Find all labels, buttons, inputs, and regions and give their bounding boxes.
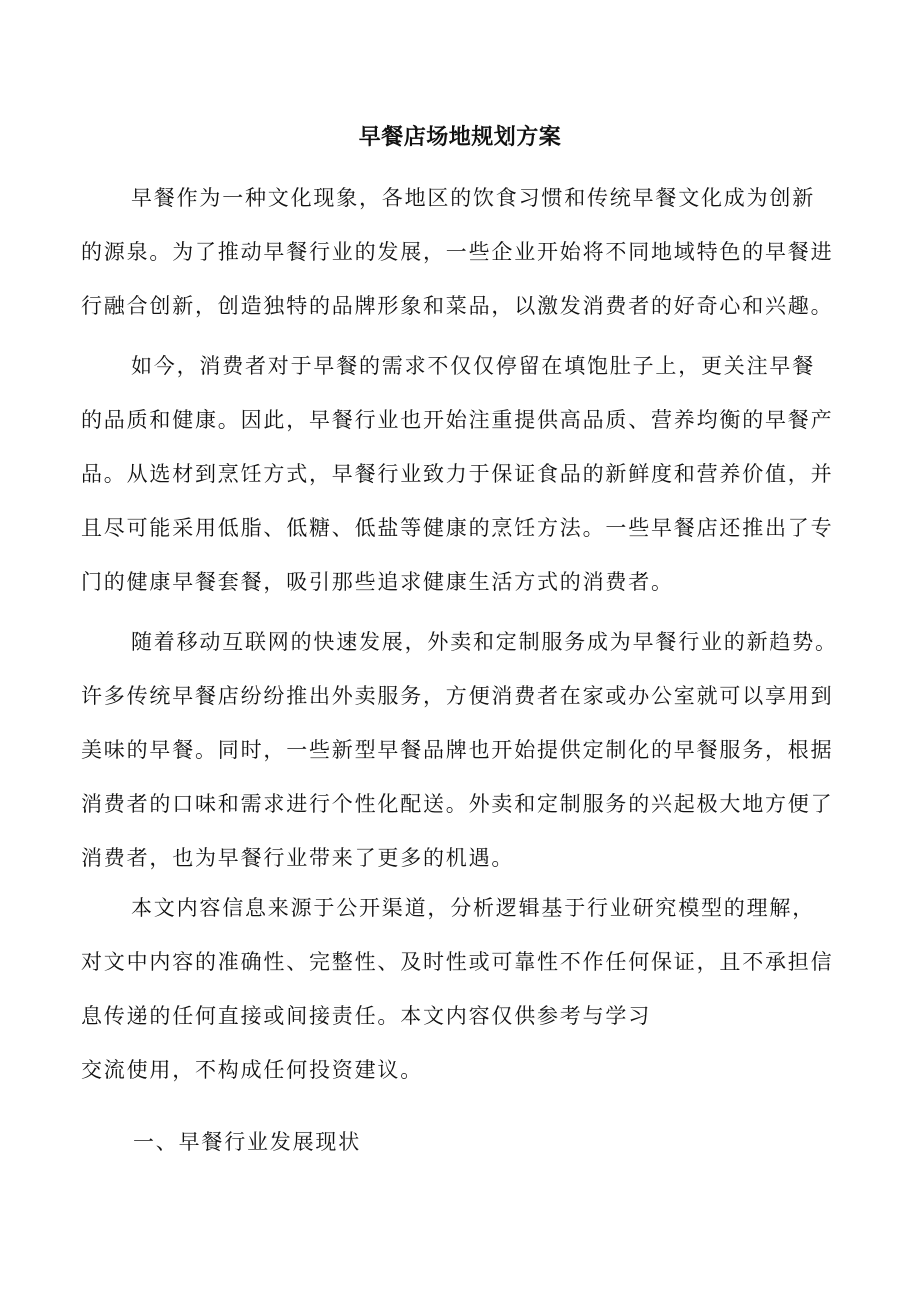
paragraph-line: 消费者的口味和需求进行个性化配送。外卖和定制服务的兴起极大地方便了 [81,792,834,816]
paragraph-line: 随着移动互联网的快速发展，外卖和定制服务成为早餐行业的新趋势。 [131,630,838,654]
paragraph-line: 的品质和健康。因此，早餐行业也开始注重提供高品质、营养均衡的早餐产 [81,408,834,432]
paragraph-line: 且尽可能采用低脂、低糖、低盐等健康的烹饪方法。一些早餐店还推出了专 [81,516,834,540]
paragraph-line: 息传递的任何直接或间接责任。本文内容仅供参考与学习 [81,1004,651,1028]
paragraph-line: 品。从选材到烹饪方式，早餐行业致力于保证食品的新鲜度和营养价值，并 [81,462,834,486]
paragraph-line: 对文中内容的准确性、完整性、及时性或可靠性不作任何保证，且不承担信 [81,950,834,974]
paragraph-line: 消费者，也为早餐行业带来了更多的机遇。 [81,846,515,870]
paragraph-intro [81,171,841,333]
paragraph-line: 许多传统早餐店纷纷推出外卖服务，方便消费者在家或办公室就可以享用到 [81,684,834,708]
paragraph-line: 交流使用，不构成任何投资建议。 [81,1058,423,1082]
paragraph-line: 本文内容信息来源于公开渠道，分析逻辑基于行业研究模型的理解， [131,896,815,920]
paragraph-line: 早餐作为一种文化现象，各地区的饮食习惯和传统早餐文化成为创新 [131,186,815,210]
paragraph-line: 门的健康早餐套餐，吸引那些追求健康生活方式的消费者。 [81,570,674,594]
paragraph-disclaimer [81,881,841,1097]
paragraph-line: 如今，消费者对于早餐的需求不仅仅停留在填饱肚子上，更关注早餐 [131,354,815,378]
paragraph-line: 行融合创新，创造独特的品牌形象和菜品，以激发消费者的好奇心和兴趣。 [81,294,834,318]
paragraph-health [81,339,841,609]
document-title: 早餐店场地规划方案 [358,125,562,150]
paragraph-line: 的源泉。为了推动早餐行业的发展，一些企业开始将不同地域特色的早餐进 [81,240,834,264]
section-heading: 一、早餐行业发展现状 [133,1130,361,1154]
paragraph-line: 美味的早餐。同时，一些新型早餐品牌也开始提供定制化的早餐服务，根据 [81,738,834,762]
paragraph-delivery [81,615,841,885]
